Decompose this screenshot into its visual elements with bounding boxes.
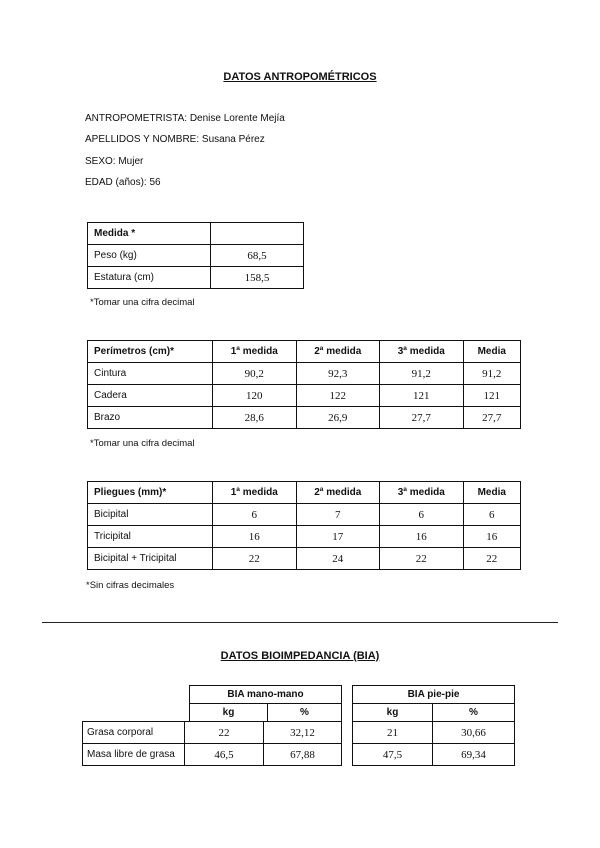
cell-value: 68,5 [211,245,304,267]
unit-header: kg [190,704,268,722]
table-header: 1ª medida [213,482,297,504]
row-label: Grasa corporal [83,722,185,744]
section-divider [42,622,558,623]
row-label: Bicipital [88,504,213,526]
bia-mano-mano-header [189,685,342,722]
bia-pie-pie-data [352,721,515,766]
cell-value: 91,2 [463,363,521,385]
cell-value: 22 [185,722,264,744]
bia-title: DATOS BIOIMPEDANCIA (BIA) [220,650,380,662]
cell-value: 90,2 [213,363,297,385]
cell-value: 16 [463,526,521,548]
cell-value: 16 [213,526,297,548]
cell-value: 22 [463,548,521,570]
table-header: 2ª medida [296,482,380,504]
table-header: Pliegues (mm)* [88,482,213,504]
cell-value: 121 [463,385,521,407]
cell-value: 30,66 [433,722,515,744]
cell-value: 24 [296,548,380,570]
info-sex: SEXO: Mujer [85,156,144,167]
cell-value: 16 [380,526,464,548]
group-header: BIA pie-pie [353,686,515,704]
cell-value: 17 [296,526,380,548]
cell-value: 21 [353,722,433,744]
cell-value: 22 [380,548,464,570]
cell-value: 22 [213,548,297,570]
table-header: Media [463,482,521,504]
note: *Tomar una cifra decimal [90,297,195,308]
table-header: 3ª medida [380,482,464,504]
cell-value: 28,6 [213,407,297,429]
table-header: Media [463,341,521,363]
note: *Sin cifras decimales [86,580,175,591]
table-header: 1ª medida [213,341,297,363]
cell-value: 120 [213,385,297,407]
row-label: Cintura [88,363,213,385]
cell-value: 26,9 [296,407,380,429]
row-label: Brazo [88,407,213,429]
medida-table [87,222,304,289]
table-header: 3ª medida [380,341,464,363]
info-name: APELLIDOS Y NOMBRE: Susana Pérez [85,134,265,145]
table-header: 2ª medida [296,341,380,363]
note: *Tomar una cifra decimal [90,438,195,449]
bia-pie-pie-header [352,685,515,722]
cell-value: 92,3 [296,363,380,385]
row-label: Estatura (cm) [88,267,211,289]
cell-value: 122 [296,385,380,407]
cell-value: 67,88 [264,744,342,766]
group-header: BIA mano-mano [190,686,342,704]
pliegues-table [87,481,521,570]
table-header: Perímetros (cm)* [88,341,213,363]
row-label: Bicipital + Tricipital [88,548,213,570]
perimetros-table [87,340,521,429]
cell-value: 46,5 [185,744,264,766]
info-anthropometrist: ANTROPOMETRISTA: Denise Lorente Mejía [85,113,285,124]
unit-header: % [433,704,515,722]
info-age: EDAD (años): 56 [85,177,161,188]
cell-value: 47,5 [353,744,433,766]
cell-value: 32,12 [264,722,342,744]
cell-value: 158,5 [211,267,304,289]
cell-value: 6 [463,504,521,526]
table-header: Medida * [88,223,211,245]
cell-value: 121 [380,385,464,407]
cell-value: 7 [296,504,380,526]
row-label: Tricipital [88,526,213,548]
row-label: Cadera [88,385,213,407]
page-title: DATOS ANTROPOMÉTRICOS [223,71,377,83]
unit-header: % [268,704,342,722]
cell-value: 27,7 [463,407,521,429]
bia-mano-mano-data [82,721,342,766]
row-label: Masa libre de grasa [83,744,185,766]
cell-value: 6 [213,504,297,526]
row-label: Peso (kg) [88,245,211,267]
cell-value: 91,2 [380,363,464,385]
unit-header: kg [353,704,433,722]
table-header [211,223,304,245]
cell-value: 27,7 [380,407,464,429]
cell-value: 69,34 [433,744,515,766]
cell-value: 6 [380,504,464,526]
